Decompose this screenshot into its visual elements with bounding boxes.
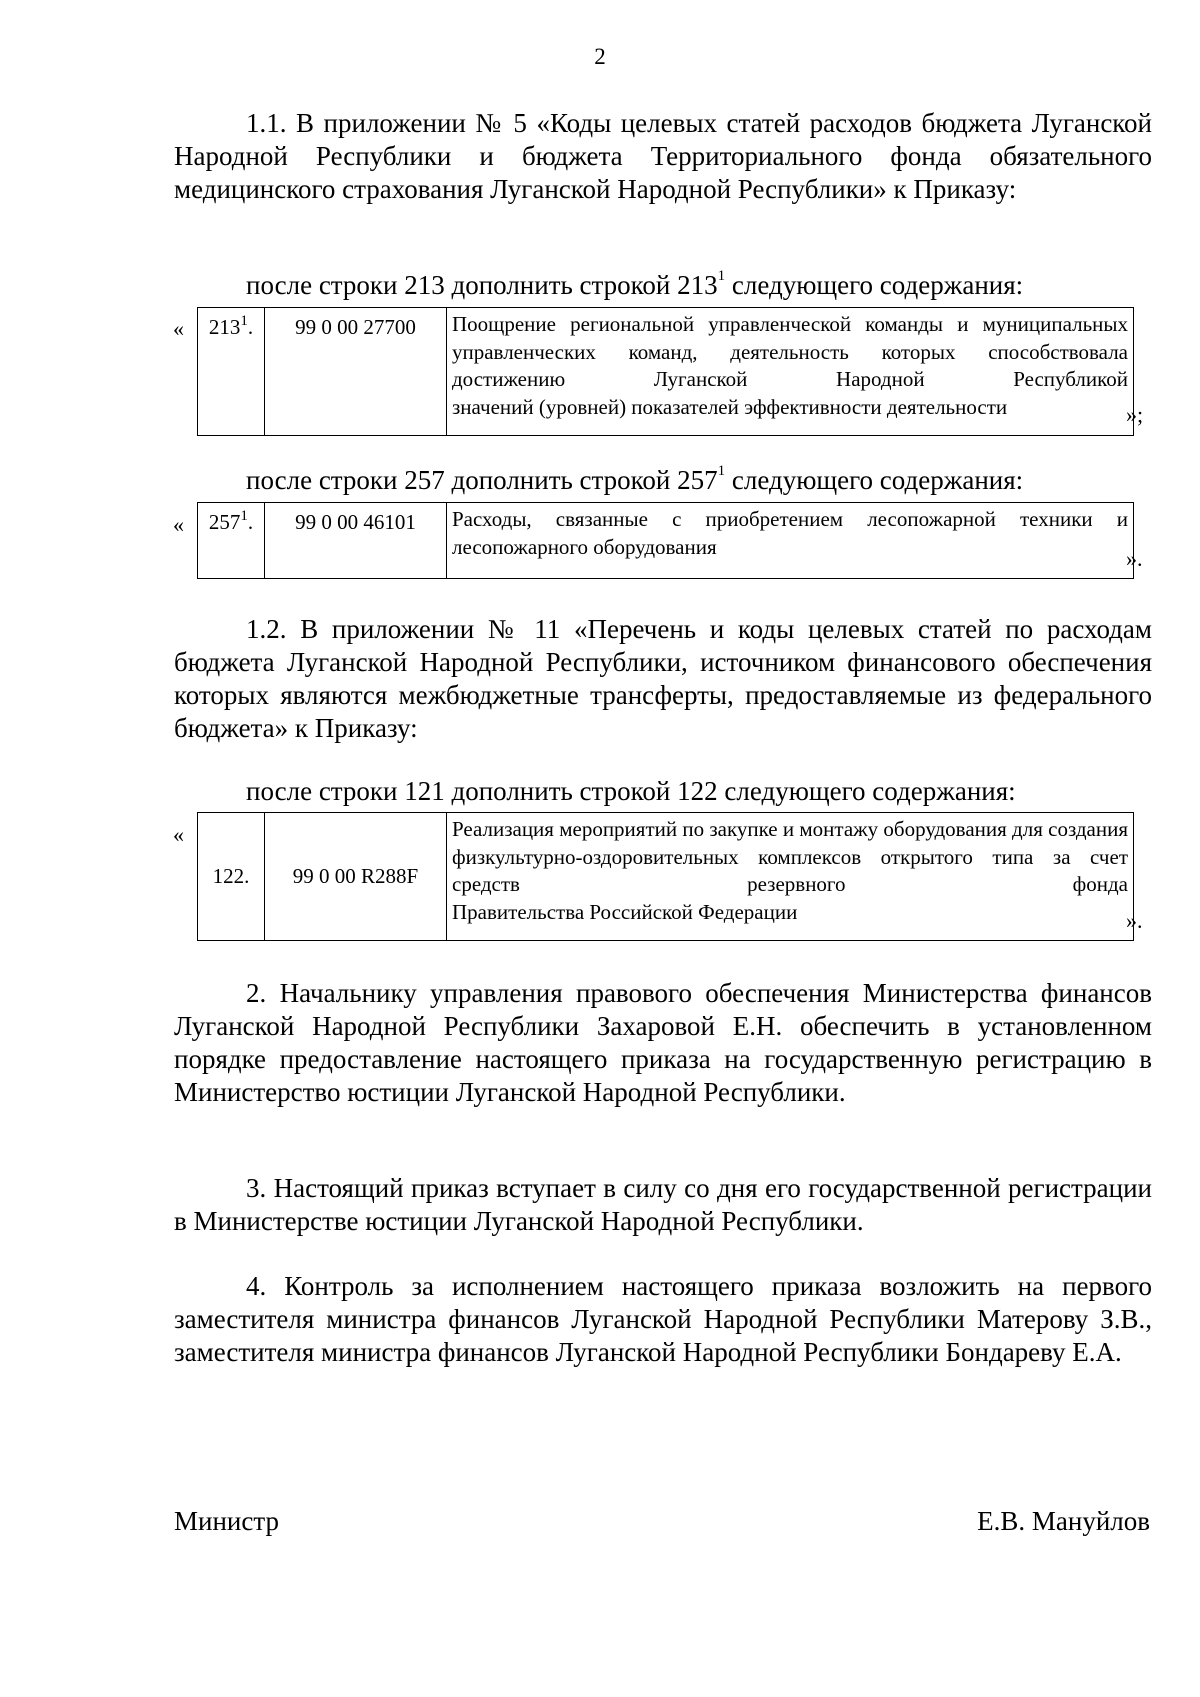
description-last-line: лесопожарного оборудования	[452, 534, 717, 559]
row-number-cell	[198, 813, 265, 941]
close-quote: ».	[1126, 546, 1143, 571]
signature-name: Е.В. Мануйлов	[977, 1506, 1150, 1536]
lead-213-sup: 1	[717, 268, 726, 284]
row-number-dot: .	[247, 315, 254, 339]
open-quote: «	[173, 316, 184, 341]
description-last-line: Правительства Российской Федерации	[452, 899, 798, 924]
description-cell	[447, 813, 1134, 941]
description: Поощрение региональной управленческой команды и муниципальных управленческих команд, деятельность которых способствовала достижению Луганской Народной Республикой	[452, 312, 1128, 391]
section-1-1-paragraph	[174, 107, 1152, 206]
lead-213-tail: следующего содержания:	[725, 270, 1024, 300]
row-number-cell	[198, 503, 265, 579]
open-quote: «	[173, 512, 184, 537]
row-number-dot: .	[247, 510, 254, 534]
row-number-sup: 1	[240, 313, 248, 329]
table-row	[198, 308, 1134, 436]
table-row	[198, 503, 1134, 579]
target-code: 99 0 00 R288F	[292, 864, 419, 888]
section-2-paragraph	[174, 977, 1152, 1109]
target-code: 99 0 00 27700	[295, 315, 416, 339]
table-row-257	[197, 502, 1134, 579]
description-cell	[447, 503, 1134, 579]
page-number: 2	[594, 44, 606, 69]
row-number: 213	[208, 315, 241, 339]
description: Расходы, связанные с приобретением лесопожарной техники и	[452, 507, 1128, 531]
lead-213-text: после строки 213 дополнить строкой 213	[246, 270, 718, 300]
section-1-2-paragraph	[174, 613, 1152, 745]
row-number-cell	[198, 308, 265, 436]
code-cell	[265, 308, 447, 436]
row-number: 257	[208, 510, 241, 534]
row-number: 122.	[212, 864, 250, 888]
section-1-1-text: 1.1. В приложении № 5 «Коды целевых статей расходов бюджета Луганской Народной Республики и бюджета Территориального фонда обязательного медицинского страхования Луганской Народной Республики» к Приказу:	[174, 108, 1152, 204]
section-4-paragraph	[174, 1270, 1152, 1369]
target-code: 99 0 00 46101	[295, 510, 416, 534]
section-4-text: 4. Контроль за исполнением настоящего приказа возложить на первого заместителя министра финансов Луганской Народной Республики Матерову З.В., заместителя министра финансов Луганской Народной Республики Бондареву Е.А.	[174, 1271, 1152, 1367]
section-1-2-text: 1.2. В приложении № 11 «Перечень и коды целевых статей по расходам бюджета Луганской Народной Республики, источником финансового обеспечения которых являются межбюджетные трансферты, предоставляемые из федерального бюджета» к Приказу:	[174, 614, 1152, 743]
insertion-lead-122: после строки 121 дополнить строкой 122 следующего содержания:	[246, 776, 1016, 806]
insertion-lead-257	[246, 465, 1023, 496]
lead-257-tail: следующего содержания:	[725, 465, 1024, 495]
description: Реализация мероприятий по закупке и монтажу оборудования для создания физкультурно-оздоровительных комплексов открытого типа за счет средств резервного фонда	[452, 817, 1128, 896]
row-number-sup: 1	[240, 508, 248, 524]
table-row	[198, 813, 1134, 941]
code-cell	[265, 813, 447, 941]
close-quote: »;	[1126, 402, 1144, 427]
close-quote: ».	[1126, 908, 1143, 933]
open-quote: «	[173, 822, 184, 847]
section-3-text: 3. Настоящий приказ вступает в силу со дня его государственной регистрации в Министерстве юстиции Луганской Народной Республики.	[174, 1173, 1152, 1236]
signature-position: Министр	[174, 1506, 279, 1536]
lead-257-text: после строки 257 дополнить строкой 257	[246, 465, 718, 495]
section-2-text: 2. Начальнику управления правового обеспечения Министерства финансов Луганской Народной Республики Захаровой Е.Н. обеспечить в установленном порядке предоставление настоящего приказа на государственную регистрацию в Министерство юстиции Луганской Народной Республики.	[174, 978, 1152, 1107]
insertion-lead-213	[246, 270, 1023, 301]
description-last-line: значений (уровней) показателей эффективности деятельности	[452, 394, 1008, 419]
table-row-213	[197, 307, 1134, 436]
description-cell	[447, 308, 1134, 436]
section-3-paragraph	[174, 1172, 1152, 1238]
table-row-122	[197, 812, 1134, 941]
code-cell	[265, 503, 447, 579]
lead-257-sup: 1	[717, 463, 726, 479]
